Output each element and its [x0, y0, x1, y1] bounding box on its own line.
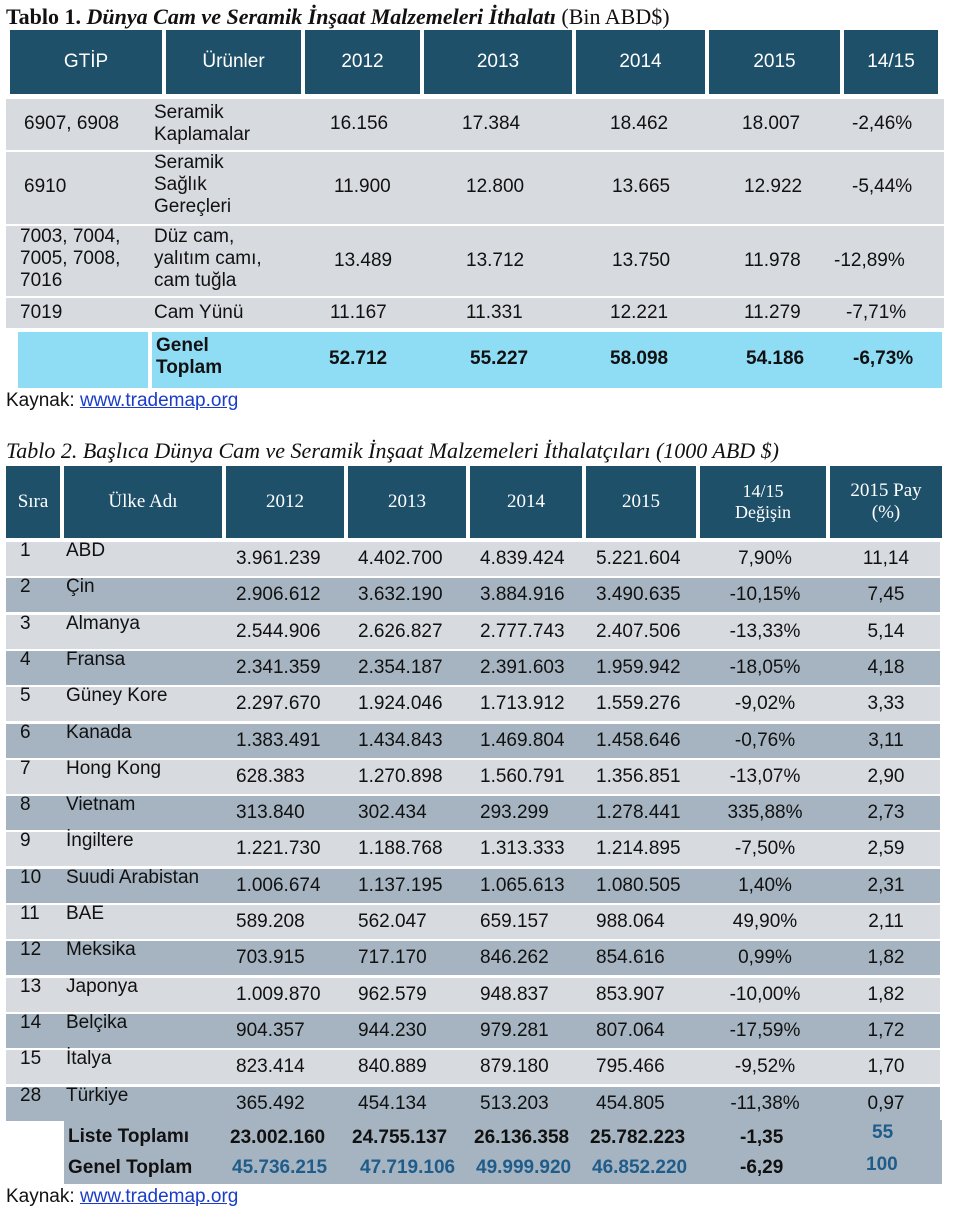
table1-product: Cam Yünü	[154, 302, 244, 323]
change-cell: 7,90%	[738, 548, 792, 569]
country-cell: Belçika	[66, 1012, 128, 1033]
table1-value: 18.007	[742, 113, 801, 134]
table1-product: Seramik Sağlık Gereçleri	[154, 152, 232, 217]
table1-title-text: Dünya Cam ve Seramik İnşaat Malzemeleri İthalatı	[86, 4, 556, 29]
change-cell: -11,38%	[730, 1093, 800, 1114]
table1-source-link[interactable]: www.trademap.org	[79, 390, 239, 411]
value-2015-cell: 5.221.604	[596, 548, 681, 569]
table2-title-text: Başlıca Dünya Cam ve Seramik İnşaat Malzemeleri İthalatçıları	[82, 438, 651, 463]
change-cell: 49,90%	[732, 911, 798, 932]
change-cell: -10,00%	[729, 984, 801, 1005]
share-cell: 1,82	[867, 947, 905, 968]
value-2013-cell: 3.632.190	[358, 584, 443, 605]
share-cell: 1,82	[867, 984, 905, 1005]
share-cell: 3,11	[868, 730, 904, 751]
list-total-value: 24.755.137	[352, 1127, 448, 1148]
table1-product: Düz cam, yalıtım camı, cam tuğla	[154, 226, 262, 291]
value-2012-cell: 1.009.870	[236, 984, 321, 1005]
table2-header-2014: 2014	[470, 466, 582, 538]
change-cell: -9,52%	[734, 1056, 796, 1077]
rank-cell: 14	[20, 1012, 42, 1033]
table1-title-unit: (Bin ABD$)	[561, 4, 670, 29]
table2-header-country: Ülke Adı	[64, 466, 222, 538]
value-2015-cell: 807.064	[596, 1020, 665, 1041]
value-2012-cell: 2.341.359	[236, 657, 321, 678]
country-cell: Güney Kore	[66, 685, 168, 706]
value-2014-cell: 948.837	[480, 984, 549, 1005]
value-2012-cell: 3.961.239	[236, 548, 321, 569]
country-cell: Vietnam	[66, 794, 136, 815]
value-2013-cell: 1.137.195	[358, 875, 443, 896]
rank-cell: 3	[20, 613, 31, 634]
value-2013-cell: 302.434	[358, 802, 427, 823]
rank-cell: 13	[20, 976, 42, 997]
table1-total-blank	[18, 332, 148, 388]
table1-value: 11.900	[334, 176, 391, 197]
list-total-change: -1,35	[740, 1127, 784, 1148]
change-cell: -13,07%	[729, 766, 801, 787]
country-cell: İngiltere	[66, 830, 134, 851]
rank-cell: 15	[20, 1048, 42, 1069]
rank-cell: 2	[20, 576, 31, 597]
value-2012-cell: 313.840	[236, 802, 305, 823]
rank-cell: 1	[20, 540, 31, 561]
value-2015-cell: 795.466	[596, 1056, 665, 1077]
rank-cell: 12	[20, 939, 42, 960]
value-2012-cell: 2.906.612	[236, 584, 321, 605]
value-2015-cell: 1.278.441	[596, 802, 681, 823]
change-cell: -18,05%	[729, 657, 801, 678]
value-2014-cell: 2.391.603	[480, 657, 565, 678]
table1-value: 18.462	[610, 113, 669, 134]
change-cell: -13,33%	[729, 621, 801, 642]
value-2014-cell: 513.203	[480, 1093, 549, 1114]
table1-value: 11.331	[466, 302, 523, 323]
table1-total-change: -6,73%	[853, 348, 914, 369]
table1-header-2013: 2013	[424, 30, 572, 94]
grand-total-value: 45.736.215	[232, 1157, 328, 1178]
rank-cell: 28	[20, 1085, 42, 1106]
table1-total-value: 52.712	[329, 348, 388, 369]
grand-total-value: 49.999.920	[476, 1157, 572, 1178]
value-2014-cell: 1.313.333	[480, 838, 565, 859]
change-cell: -7,50%	[734, 838, 796, 859]
value-2015-cell: 853.907	[596, 984, 665, 1005]
value-2013-cell: 4.402.700	[358, 548, 443, 569]
value-2015-cell: 2.407.506	[596, 621, 681, 642]
grand-total-label: Genel Toplam	[68, 1157, 193, 1178]
list-total-value: 26.136.358	[474, 1127, 570, 1148]
value-2015-cell: 1.559.276	[596, 693, 681, 714]
value-2012-cell: 1.221.730	[236, 838, 321, 859]
share-cell: 11,14	[862, 548, 910, 569]
country-cell: BAE	[66, 903, 105, 924]
value-2014-cell: 293.299	[480, 802, 549, 823]
value-2014-cell: 1.560.791	[480, 766, 565, 787]
table1-value: 12.221	[610, 302, 669, 323]
value-2012-cell: 589.208	[236, 911, 305, 932]
value-2014-cell: 4.839.424	[480, 548, 565, 569]
value-2014-cell: 659.157	[480, 911, 549, 932]
value-2014-cell: 1.469.804	[480, 730, 565, 751]
country-cell: Meksika	[66, 939, 136, 960]
value-2013-cell: 962.579	[358, 984, 427, 1005]
table1-value: 13.712	[466, 250, 525, 271]
table1-total-value: 55.227	[470, 348, 529, 369]
list-total-label: Liste Toplamı	[68, 1126, 190, 1147]
rank-cell: 11	[20, 903, 40, 924]
value-2015-cell: 988.064	[596, 911, 665, 932]
share-cell: 2,59	[867, 838, 905, 859]
list-total-share: 55	[872, 1122, 894, 1143]
rank-cell: 5	[20, 685, 31, 706]
share-cell: 2,31	[867, 875, 905, 896]
country-cell: Fransa	[66, 649, 126, 670]
value-2014-cell: 2.777.743	[480, 621, 565, 642]
value-2014-cell: 3.884.916	[480, 584, 565, 605]
grand-total-value: 46.852.220	[592, 1157, 688, 1178]
table1-value: 17.384	[462, 113, 521, 134]
change-cell: -0,76%	[734, 730, 796, 751]
table2-header-2015: 2015	[586, 466, 696, 538]
table1-value: 12.800	[466, 176, 525, 197]
value-2013-cell: 1.188.768	[358, 838, 443, 859]
value-2012-cell: 2.544.906	[236, 621, 321, 642]
value-2012-cell: 1.383.491	[236, 730, 321, 751]
table2-header-2013: 2013	[348, 466, 466, 538]
value-2014-cell: 846.262	[480, 947, 549, 968]
table1-total-row	[152, 332, 942, 388]
table1-change: -12,89%	[834, 250, 905, 271]
table1-value: 13.665	[612, 176, 671, 197]
change-cell: 335,88%	[727, 802, 803, 823]
table2-title-unit: (1000 ABD $)	[655, 438, 779, 463]
table1-gtip: 6907, 6908	[24, 113, 120, 134]
country-cell: Türkiye	[66, 1085, 129, 1106]
table1-total-value: 54.186	[746, 348, 805, 369]
value-2013-cell: 1.924.046	[358, 693, 443, 714]
table1-change: -2,46%	[852, 113, 913, 134]
country-cell: Hong Kong	[66, 758, 162, 779]
change-cell: 0,99%	[738, 947, 792, 968]
table1-header-2015: 2015	[709, 30, 840, 94]
country-cell: ABD	[66, 540, 106, 561]
value-2012-cell: 823.414	[236, 1056, 305, 1077]
value-2014-cell: 1.713.912	[480, 693, 565, 714]
share-cell: 5,14	[867, 621, 905, 642]
table1-value: 13.750	[612, 250, 671, 271]
change-cell: 1,40%	[738, 875, 792, 896]
table1-value: 11.978	[744, 250, 801, 271]
list-total-value: 25.782.223	[590, 1127, 686, 1148]
table1-header-2014: 2014	[576, 30, 705, 94]
share-cell: 2,11	[868, 911, 904, 932]
table2-title	[6, 438, 779, 464]
table2-header-2012: 2012	[226, 466, 344, 538]
table1-change: -5,44%	[852, 176, 913, 197]
country-cell: İtalya	[66, 1048, 112, 1069]
share-cell: 0,97	[867, 1093, 905, 1114]
share-cell: 4,18	[867, 657, 905, 678]
value-2012-cell: 703.915	[236, 947, 305, 968]
table1-value: 12.922	[744, 176, 803, 197]
value-2013-cell: 1.434.843	[358, 730, 443, 751]
list-total-value: 23.002.160	[230, 1127, 326, 1148]
country-cell: Suudi Arabistan	[66, 867, 200, 888]
table1-header-gtip: GTİP	[10, 30, 162, 94]
table1-total-value: 58.098	[610, 348, 669, 369]
share-cell: 7,45	[867, 584, 905, 605]
table2-header-share: 2015 Pay (%)	[830, 466, 942, 538]
value-2013-cell: 2.354.187	[358, 657, 443, 678]
value-2015-cell: 1.356.851	[596, 766, 681, 787]
table2-header-change: 14/15 Değişin	[700, 466, 826, 538]
table2-source-link[interactable]: www.trademap.org	[79, 1186, 239, 1207]
table1-value: 16.156	[330, 113, 389, 134]
value-2013-cell: 1.270.898	[358, 766, 443, 787]
change-cell: -10,15%	[729, 584, 801, 605]
rank-cell: 10	[20, 867, 42, 888]
change-cell: -17,59%	[729, 1020, 801, 1041]
value-2015-cell: 3.490.635	[596, 584, 681, 605]
table1-gtip: 7019	[20, 302, 63, 323]
table1-product: Seramik Kaplamalar	[154, 102, 251, 145]
grand-total-value: 47.719.106	[360, 1157, 456, 1178]
grand-total-share: 100	[866, 1154, 898, 1175]
share-cell: 2,73	[867, 802, 905, 823]
value-2015-cell: 454.805	[596, 1093, 665, 1114]
rank-cell: 8	[20, 794, 31, 815]
value-2013-cell: 944.230	[358, 1020, 427, 1041]
table2-header-rank: Sıra	[6, 466, 60, 538]
table1-total-label: Genel Toplam	[156, 335, 223, 378]
country-cell: Almanya	[66, 613, 140, 634]
value-2015-cell: 854.616	[596, 947, 665, 968]
share-cell: 3,33	[867, 693, 905, 714]
table2-source-label: Kaynak:	[6, 1186, 75, 1207]
table1-header-2012: 2012	[305, 30, 420, 94]
table1-title	[6, 4, 670, 30]
table2-title-number: Tablo 2.	[6, 438, 78, 463]
value-2014-cell: 979.281	[480, 1020, 549, 1041]
value-2012-cell: 904.357	[236, 1020, 305, 1041]
value-2013-cell: 562.047	[358, 911, 427, 932]
table1-source	[6, 390, 238, 412]
grand-total-change: -6,29	[740, 1157, 784, 1178]
value-2014-cell: 1.065.613	[480, 875, 565, 896]
value-2014-cell: 879.180	[480, 1056, 549, 1077]
rank-cell: 4	[20, 649, 31, 670]
value-2015-cell: 1.959.942	[596, 657, 681, 678]
table1-source-label: Kaynak:	[6, 390, 75, 411]
value-2012-cell: 365.492	[236, 1093, 305, 1114]
country-cell: Çin	[66, 576, 95, 597]
table1-header-products: Ürünler	[166, 30, 301, 94]
table1-change: -7,71%	[846, 302, 907, 323]
value-2013-cell: 717.170	[358, 947, 427, 968]
share-cell: 1,70	[867, 1056, 905, 1077]
value-2013-cell: 2.626.827	[358, 621, 443, 642]
value-2015-cell: 1.458.646	[596, 730, 681, 751]
country-cell: Kanada	[66, 722, 132, 743]
value-2012-cell: 1.006.674	[236, 875, 321, 896]
table1-value: 11.167	[330, 302, 387, 323]
table1-title-number: Tablo 1.	[6, 4, 82, 29]
rank-cell: 6	[20, 722, 31, 743]
table1-value: 11.279	[744, 302, 801, 323]
table1-header-change: 14/15	[844, 30, 938, 94]
share-cell: 2,90	[867, 766, 905, 787]
table1-gtip: 7003, 7004, 7005, 7008, 7016	[20, 226, 121, 291]
country-cell: Japonya	[66, 976, 138, 997]
value-2013-cell: 454.134	[358, 1093, 427, 1114]
value-2015-cell: 1.080.505	[596, 875, 681, 896]
share-cell: 1,72	[867, 1020, 905, 1041]
rank-cell: 7	[20, 758, 31, 779]
change-cell: -9,02%	[734, 693, 796, 714]
table1-gtip: 6910	[24, 176, 67, 197]
value-2012-cell: 2.297.670	[236, 693, 321, 714]
value-2015-cell: 1.214.895	[596, 838, 681, 859]
rank-cell: 9	[20, 830, 31, 851]
table2-source	[6, 1186, 238, 1208]
value-2013-cell: 840.889	[358, 1056, 427, 1077]
table1-value: 13.489	[334, 250, 393, 271]
value-2012-cell: 628.383	[236, 766, 305, 787]
